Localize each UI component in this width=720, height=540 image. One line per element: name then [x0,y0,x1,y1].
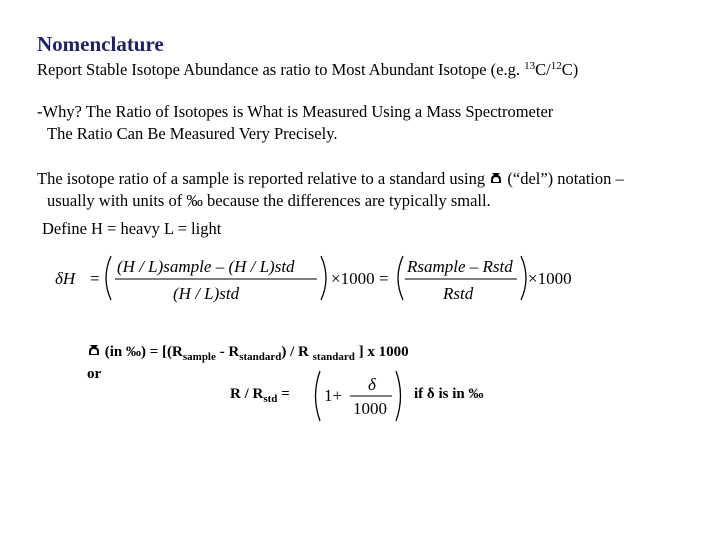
eq2-unit: (in ‰) = [(R [101,344,183,360]
eq2-div: ) / R [281,344,313,360]
page-title: Nomenclature [37,32,164,56]
eq1-den-right: Rstd [443,284,474,303]
eq3-paren-left [316,371,321,421]
report-sup-12: 12 [550,60,562,72]
report-mid: C/ [535,60,551,79]
eq1-num-left: (H / L)sample – (H / L)std [117,257,295,276]
why-line-2: The Ratio Can Be Measured Very Precisely. [47,124,338,143]
report-suffix: C) [561,60,579,79]
ratio-equation [310,368,406,424]
eq3-lhs-r: R / R [230,386,264,402]
eq3-den: 1000 [353,399,387,418]
eq2-standard-sub-2: standard [312,351,355,363]
del-text-a: The isotope ratio of a sample is reported relative to a standard using [37,169,490,188]
eq2-sample-sub: sample [182,351,216,363]
eq2-standard-sub: standard [239,351,282,363]
why-line-1: -Why? The Ratio of Isotopes is What is Measured Using a Mass Spectrometer [37,102,554,121]
eq3-lhs [230,386,290,405]
eq3-lhs-sub: std [263,393,278,405]
define-line: Define H = heavy L = light [42,219,222,238]
equation-2 [87,343,409,363]
eq3-paren-right [396,371,401,421]
del-text-b: (“del”) notation – [503,169,624,188]
delta-symbol-icon-2 [87,343,101,357]
del-notation-line-1 [37,169,624,189]
eq3-lhs-eq: = [277,386,290,402]
eq1-times-2: ×1000 [528,269,572,288]
delta-symbol-icon [489,171,503,185]
eq1-times-1: ×1000 = [331,269,389,288]
report-line [37,60,578,80]
eq1-num-right: Rsample – Rstd [407,257,513,276]
eq1-lhs: δH [55,269,76,288]
eq1-paren-left-2 [398,256,403,300]
or-label: or [87,366,102,382]
del-notation-line-2: usually with units of ‰ because the differences are typically small. [47,191,491,210]
eq1-paren-right-2 [521,256,526,300]
eq1-paren-right-1 [321,256,326,300]
eq3-one-plus: 1+ [324,386,343,405]
eq1-paren-left-1 [106,256,111,300]
report-prefix: Report Stable Isotope Abundance as ratio to Most Abundant Isotope (e.g. [37,60,525,79]
delta-equation [55,250,595,310]
eq1-equals: = [90,269,100,288]
eq3-condition: if δ is in ‰ [414,386,484,402]
eq2-tail: ] x 1000 [354,344,409,360]
eq1-den-left: (H / L)std [173,284,240,303]
eq3-num: δ [368,375,376,394]
eq2-minus: - R [215,344,240,360]
report-sup-13: 13 [524,60,536,72]
